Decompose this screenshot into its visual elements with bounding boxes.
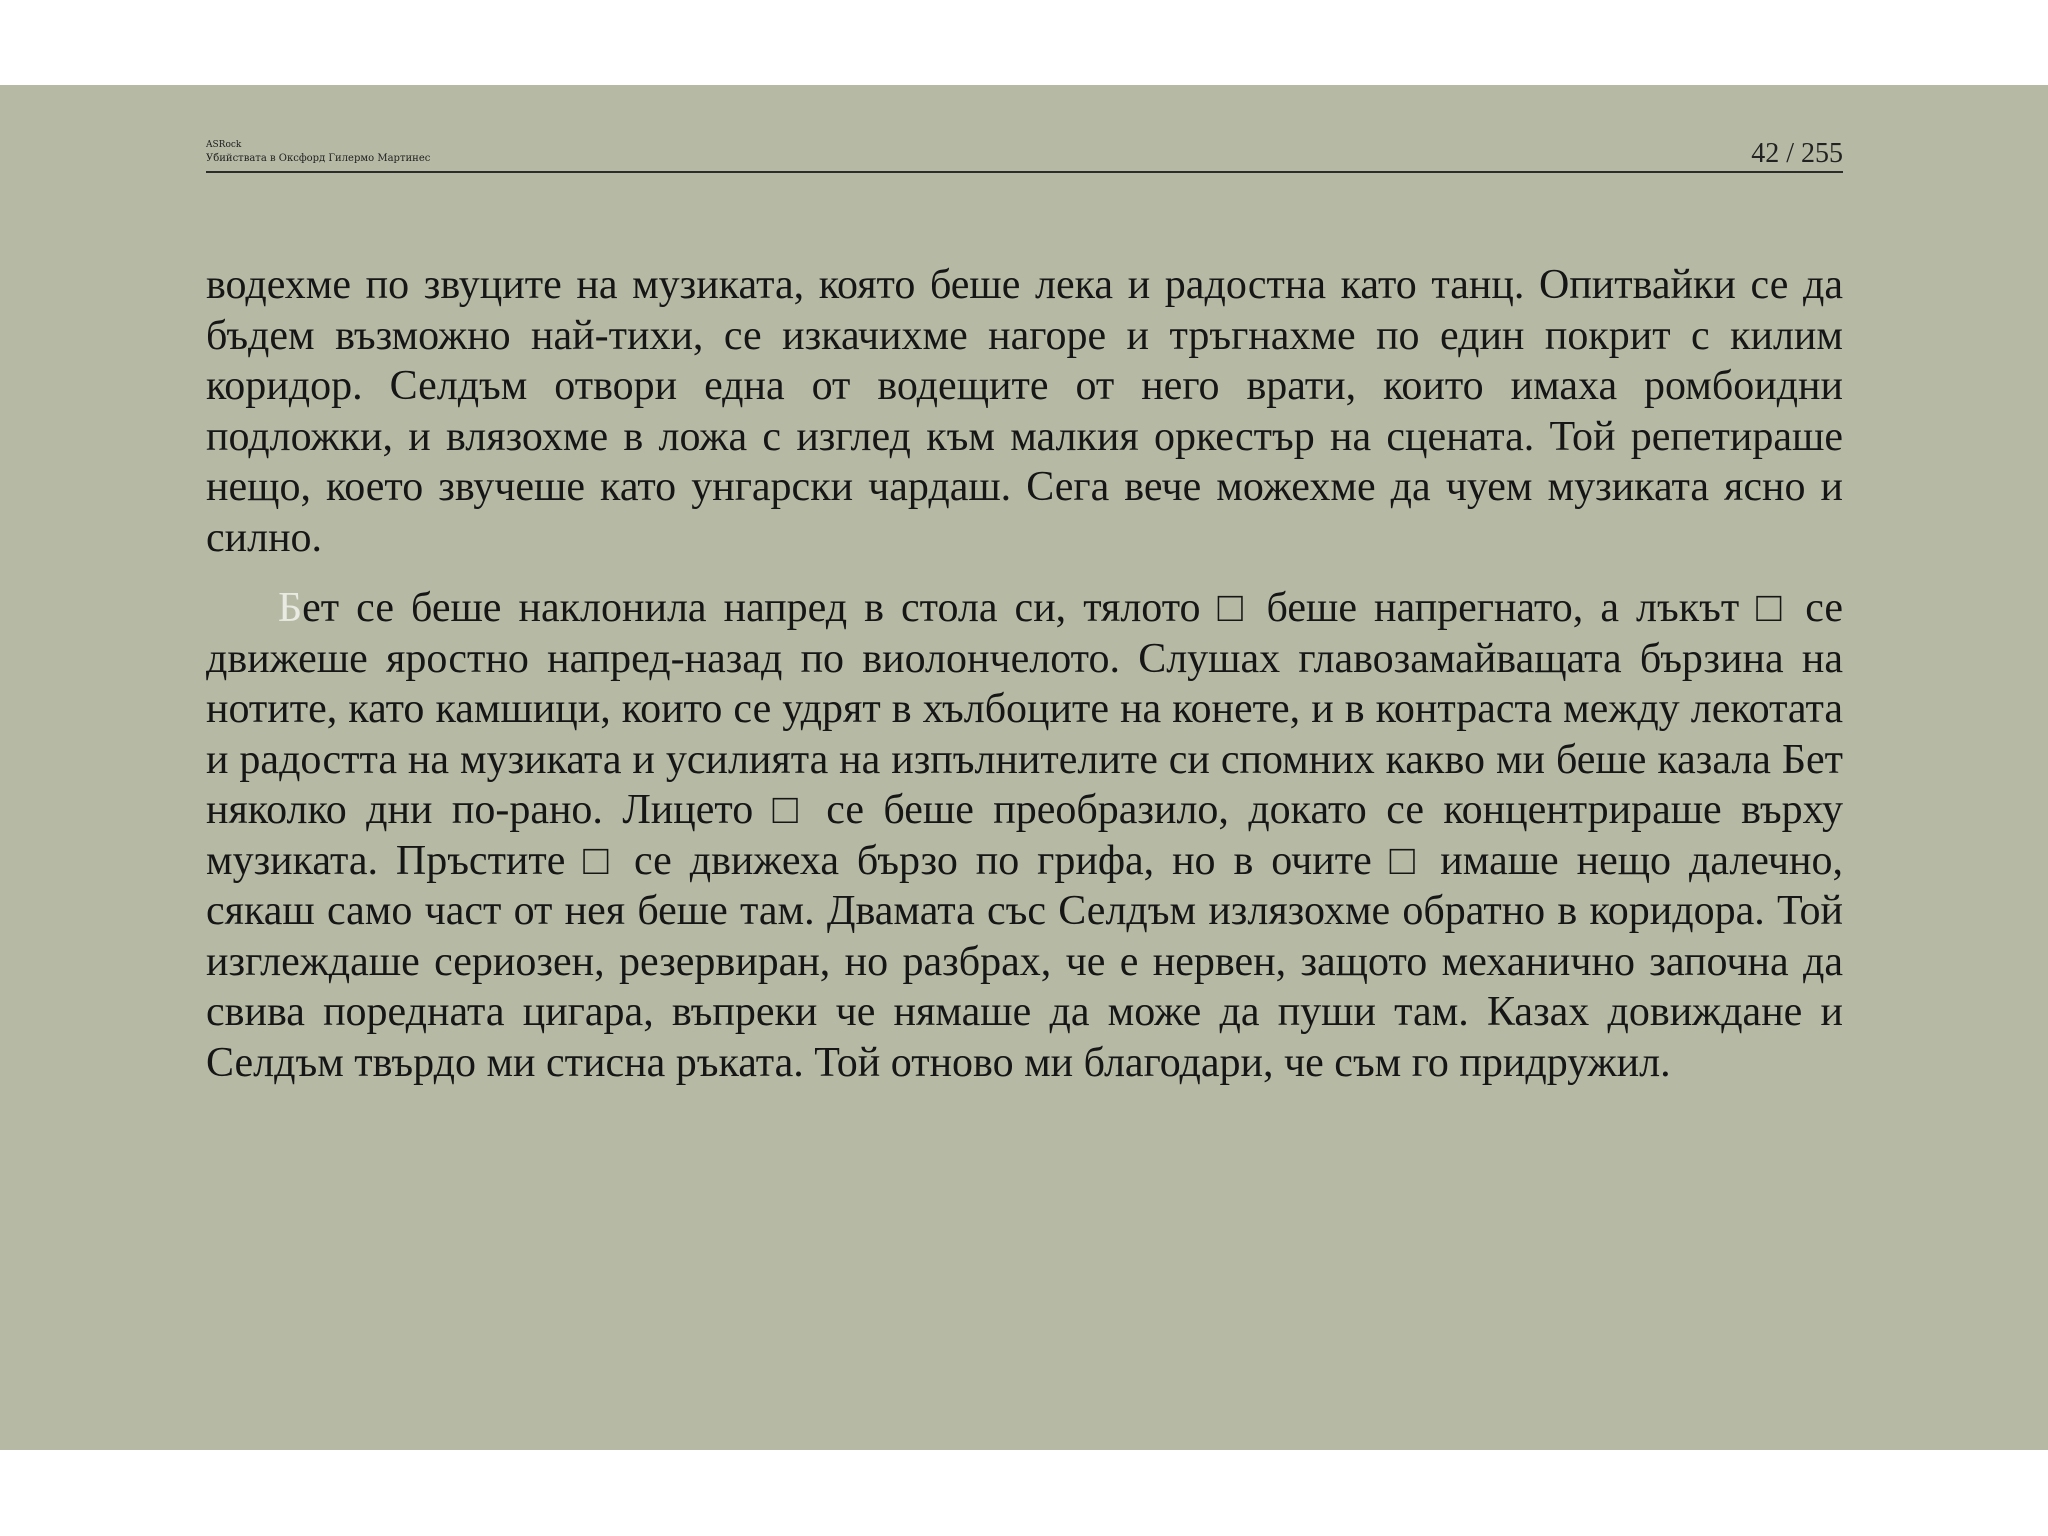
page-header: [206, 139, 1843, 261]
book-content[interactable]: [206, 260, 1843, 1088]
publisher-label: ASRock: [206, 140, 242, 150]
header-divider: [206, 171, 1843, 173]
paragraph-1: водехме по звуците на музиката, която беше лека и радостна като танц. Опитвайки се да бъдем възможно най-тихи, се изкачихме нагоре и тръгнахме по един покрит с килим коридор. Селдъм отвори една от водещите от него врати, които имаха ромбоидни подложки, и влязохме в ложа с изглед към малкия оркестър на сцената. Той репетираше нещо, което звучеше като унгарски чардаш. Сега вече можехме да чуем музиката ясно и силно.: [206, 262, 1843, 561]
page-counter: 42 / 255: [1751, 138, 1843, 169]
paragraph-2-text: ет се беше наклонила напред в стола си, тялото □ беше напрегнато, а лъкът □ се движеше яростно напред-назад по виолончелото. Слушах главозамайващата бързина на нотите, като камшици, които се удрят в хълбоците на конете, и в контраста между лекотата и радостта на музиката и усилията на изпълнителите си спомних какво ми беше казала Бет няколко дни по-рано. Лицето □ се беше преобразило, докато се концентрираше върху музиката. Пръстите □ се движеха бързо по грифа, но в очите □ имаше нещо далечно, сякаш само част от нея беше там. Двамата със Селдъм излязохме обратно в коридора. Той изглеждаше сериозен, резервиран, но разбрах, че е нервен, защото механично започна да свива поредната цигара, въпреки че нямаше да може да пуши там. Казах довиждане и Селдъм твърдо ми стисна ръката. Той отново ми благодари, че съм го придружил.: [206, 585, 1843, 1086]
book-title: Убийствата в Оксфорд Гилермо Мартинес: [206, 153, 431, 164]
book-metadata: [206, 139, 430, 165]
paragraph-initial: Б: [278, 585, 303, 631]
paragraph-2: [206, 583, 1843, 1088]
